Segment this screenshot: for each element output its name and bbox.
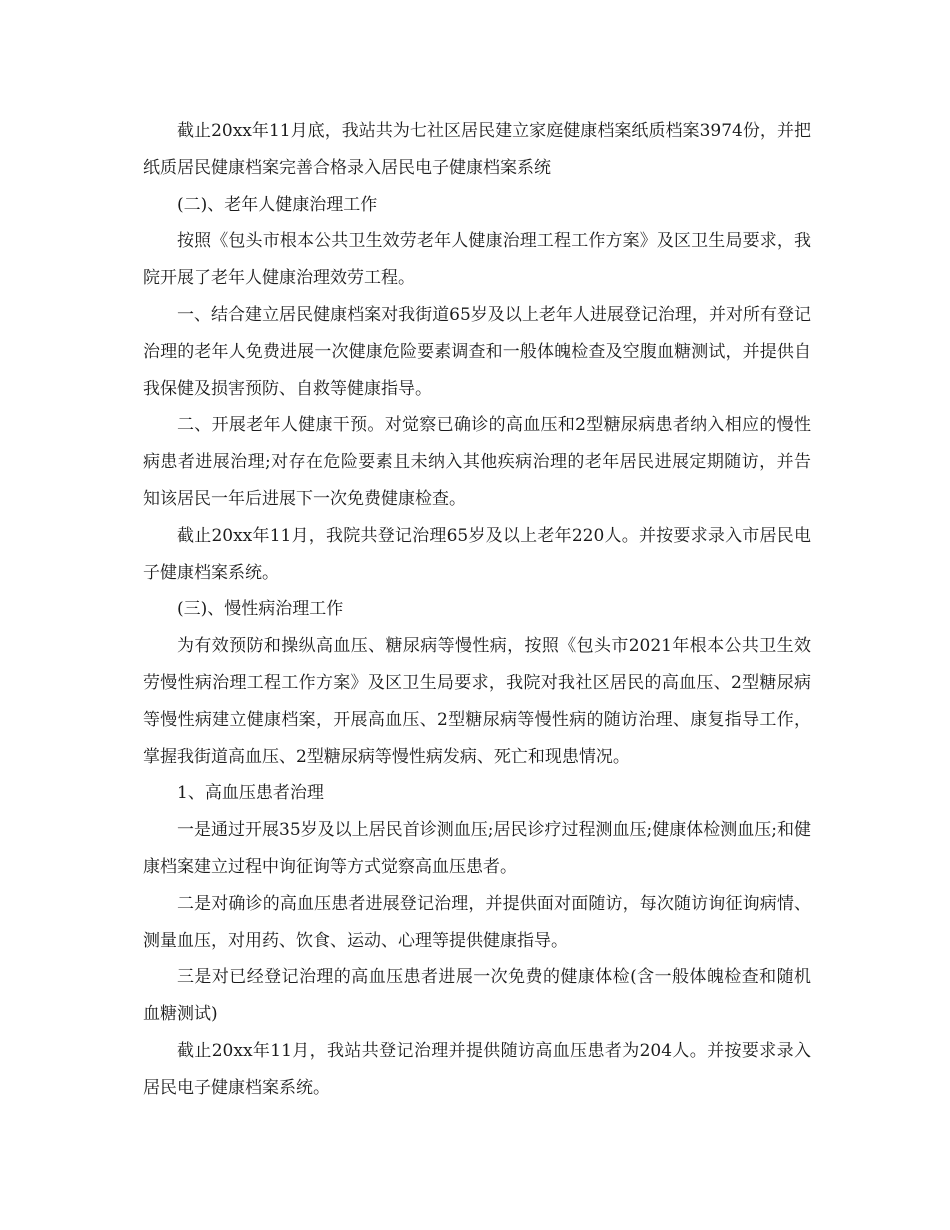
document-body	[143, 113, 811, 1107]
paragraph-hypertension-checkup: 三是对已经登记治理的高血压患者进展一次免费的健康体检(含一般体魄检查和随机血糖测试)	[143, 967, 811, 1025]
paragraph-elderly-registration: 一、结合建立居民健康档案对我街道65岁及以上老年人进展登记治理，并对所有登记治理的老年人免费进展一次健康危险要素调查和一般体魄检查及空腹血糖测试，并提供自我保健及损害预防、自救等健康指导。	[143, 304, 811, 399]
paragraph-hypertension-count: 截止20xx年11月，我站共登记治理并提供随访高血压患者为204人。并按要求录入居民电子健康档案系统。	[143, 1040, 811, 1098]
paragraph-elderly-intervention: 二、开展老年人健康干预。对觉察已确诊的高血压和2型糖尿病患者纳入相应的慢性病患者进展治理;对存在危险要素且未纳入其他疾病治理的老年居民进展定期随访，并告知该居民一年后进展下一次免费健康检查。	[143, 415, 811, 509]
paragraph-hypertension-screening: 一是通过开展35岁及以上居民首诊测血压;居民诊疗过程测血压;健康体检测血压;和健康档案建立过程中询征询等方式觉察高血压患者。	[143, 820, 811, 877]
subheading-hypertension: 1、高血压患者治理	[177, 783, 324, 804]
paragraph-hypertension-followup: 二是对确诊的高血压患者进展登记治理，并提供面对面随访，每次随访询征询病情、测量血压，对用药、饮食、运动、心理等提供健康指导。	[143, 893, 811, 951]
paragraph-elderly-count: 截止20xx年11月，我院共登记治理65岁及以上老年220人。并按要求录入市居民电子健康档案系统。	[143, 525, 811, 583]
section-heading-elderly-health: (二)、老年人健康治理工作	[177, 194, 378, 215]
paragraph-archive-count: 截止20xx年11月底，我站共为七社区居民建立家庭健康档案纸质档案3974份，并把纸质居民健康档案完善合格录入居民电子健康档案系统	[143, 121, 811, 178]
paragraph-elderly-program: 按照《包头市根本公共卫生效劳老年人健康治理工程工作方案》及区卫生局要求，我院开展了老年人健康治理效劳工程。	[143, 231, 811, 289]
paragraph-chronic-program: 为有效预防和操纵高血压、糖尿病等慢性病，按照《包头市2021年根本公共卫生效劳慢性病治理工程工作方案》及区卫生局要求，我院对我社区居民的高血压、2型糖尿病等慢性病建立健康档案，开展高血压、2型糖尿病等慢性病的随访治理、康复指导工作，掌握我街道高血压、2型糖尿病等慢性病发病、死亡和现患情况。	[143, 636, 811, 767]
section-heading-chronic-disease: (三)、慢性病治理工作	[177, 599, 344, 620]
